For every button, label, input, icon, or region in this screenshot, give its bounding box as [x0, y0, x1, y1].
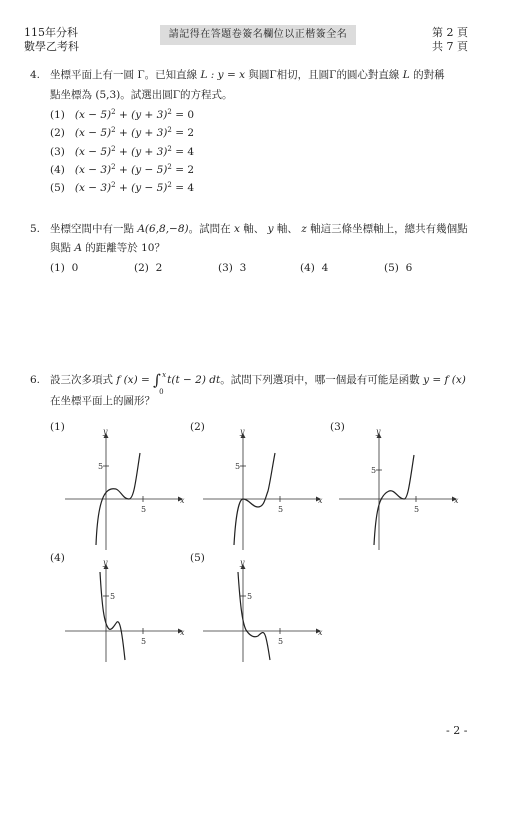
graph-4-x-label: x	[180, 628, 185, 637]
graph-3-x-tick: 5	[414, 505, 420, 514]
graph-5-x-label: x	[318, 628, 323, 637]
graph-label-3: (3)	[330, 421, 345, 433]
question-5-option-1: (1) 0	[50, 262, 79, 274]
question-6-line-2: 在坐標平面上的圖形？	[50, 395, 155, 407]
question-4-option-2: (2) $(x - 5)^2 + (y + 3)^2 = 2$	[50, 126, 195, 139]
question-6-line-1: 設三次多項式 f (x) = ∫ x 0 t(t − 2) dt。試問下列選項中，哪一個最有可能是函數 y = f (x)	[50, 371, 466, 396]
graph-4-y-label: y	[103, 558, 108, 567]
total-pages-label: 共 7 頁	[432, 40, 468, 53]
graph-1-y-tick: 5	[98, 462, 104, 471]
graph-option-5	[198, 556, 323, 666]
graph-4-y-tick: 5	[110, 592, 116, 601]
question-5-option-4: (4) 4	[300, 262, 329, 274]
graph-option-2	[198, 425, 323, 555]
graph-4-x-tick: 5	[141, 637, 147, 646]
graph-2-y-tick: 5	[235, 462, 241, 471]
graph-5-x-tick: 5	[278, 637, 284, 646]
question-5-option-3: (3) 3	[218, 262, 247, 274]
graph-option-3	[334, 425, 459, 555]
graph-2-y-label: y	[240, 427, 245, 436]
graph-label-5: (5)	[190, 552, 205, 564]
graph-3-y-label: y	[376, 427, 381, 436]
graph-1-x-label: x	[180, 496, 185, 505]
graph-3-x-label: x	[454, 496, 459, 505]
graph-3-y-tick: 5	[371, 466, 377, 475]
graph-label-2: (2)	[190, 421, 205, 433]
graph-1-y-label: y	[103, 427, 108, 436]
graph-option-4	[60, 556, 185, 666]
page-number: - 2 -	[446, 724, 468, 737]
graph-option-1	[60, 425, 185, 555]
graph-label-1: (1)	[50, 421, 65, 433]
question-4-option-3: (3) $(x - 5)^2 + (y + 3)^2 = 4$	[50, 145, 195, 158]
graph-5-y-tick: 5	[247, 592, 253, 601]
graph-2-x-tick: 5	[278, 505, 284, 514]
question-6-number: 6.	[30, 374, 41, 386]
page-label: 第 2 頁	[432, 26, 468, 39]
question-5-option-5: (5) 6	[384, 262, 413, 274]
question-4-number: 4.	[30, 69, 41, 81]
question-4-option-1: (1) $(x - 5)^2 + (y + 3)^2 = 0$	[50, 108, 195, 121]
graph-label-4: (4)	[50, 552, 65, 564]
question-4-option-4: (4) $(x - 3)^2 + (y - 5)^2 = 2$	[50, 163, 195, 176]
signature-notice-banner: 請記得在答題卷簽名欄位以正楷簽全名	[160, 25, 356, 45]
question-4-option-5: (5) $(x - 3)^2 + (y - 5)^2 = 4$	[50, 181, 195, 194]
question-5-number: 5.	[30, 223, 41, 235]
graph-2-x-label: x	[318, 496, 323, 505]
question-5-line-2: 與點 A 的距離等於 10？	[50, 242, 165, 254]
question-5-option-2: (2) 2	[134, 262, 163, 274]
question-4-line-2: 點坐標為 (5,3)。試選出圓Γ的方程式。	[50, 89, 233, 101]
exam-year: 115年分科	[24, 26, 78, 39]
question-4-line-1: 坐標平面上有一圓 Γ。已知直線 L : y = x 與圓Γ相切，且圓Γ的圓心對直線 L 的對稱	[50, 69, 445, 81]
question-5-line-1: 坐標空間中有一點 A(6,8,−8)。試問在 x 軸、 y 軸、 z 軸這三條坐標軸上，總共有幾個點	[50, 223, 468, 235]
graph-1-x-tick: 5	[141, 505, 147, 514]
integral-sign: ∫ x 0	[153, 371, 167, 396]
graph-5-y-label: y	[240, 558, 245, 567]
subject-name: 數學乙考科	[24, 40, 79, 53]
